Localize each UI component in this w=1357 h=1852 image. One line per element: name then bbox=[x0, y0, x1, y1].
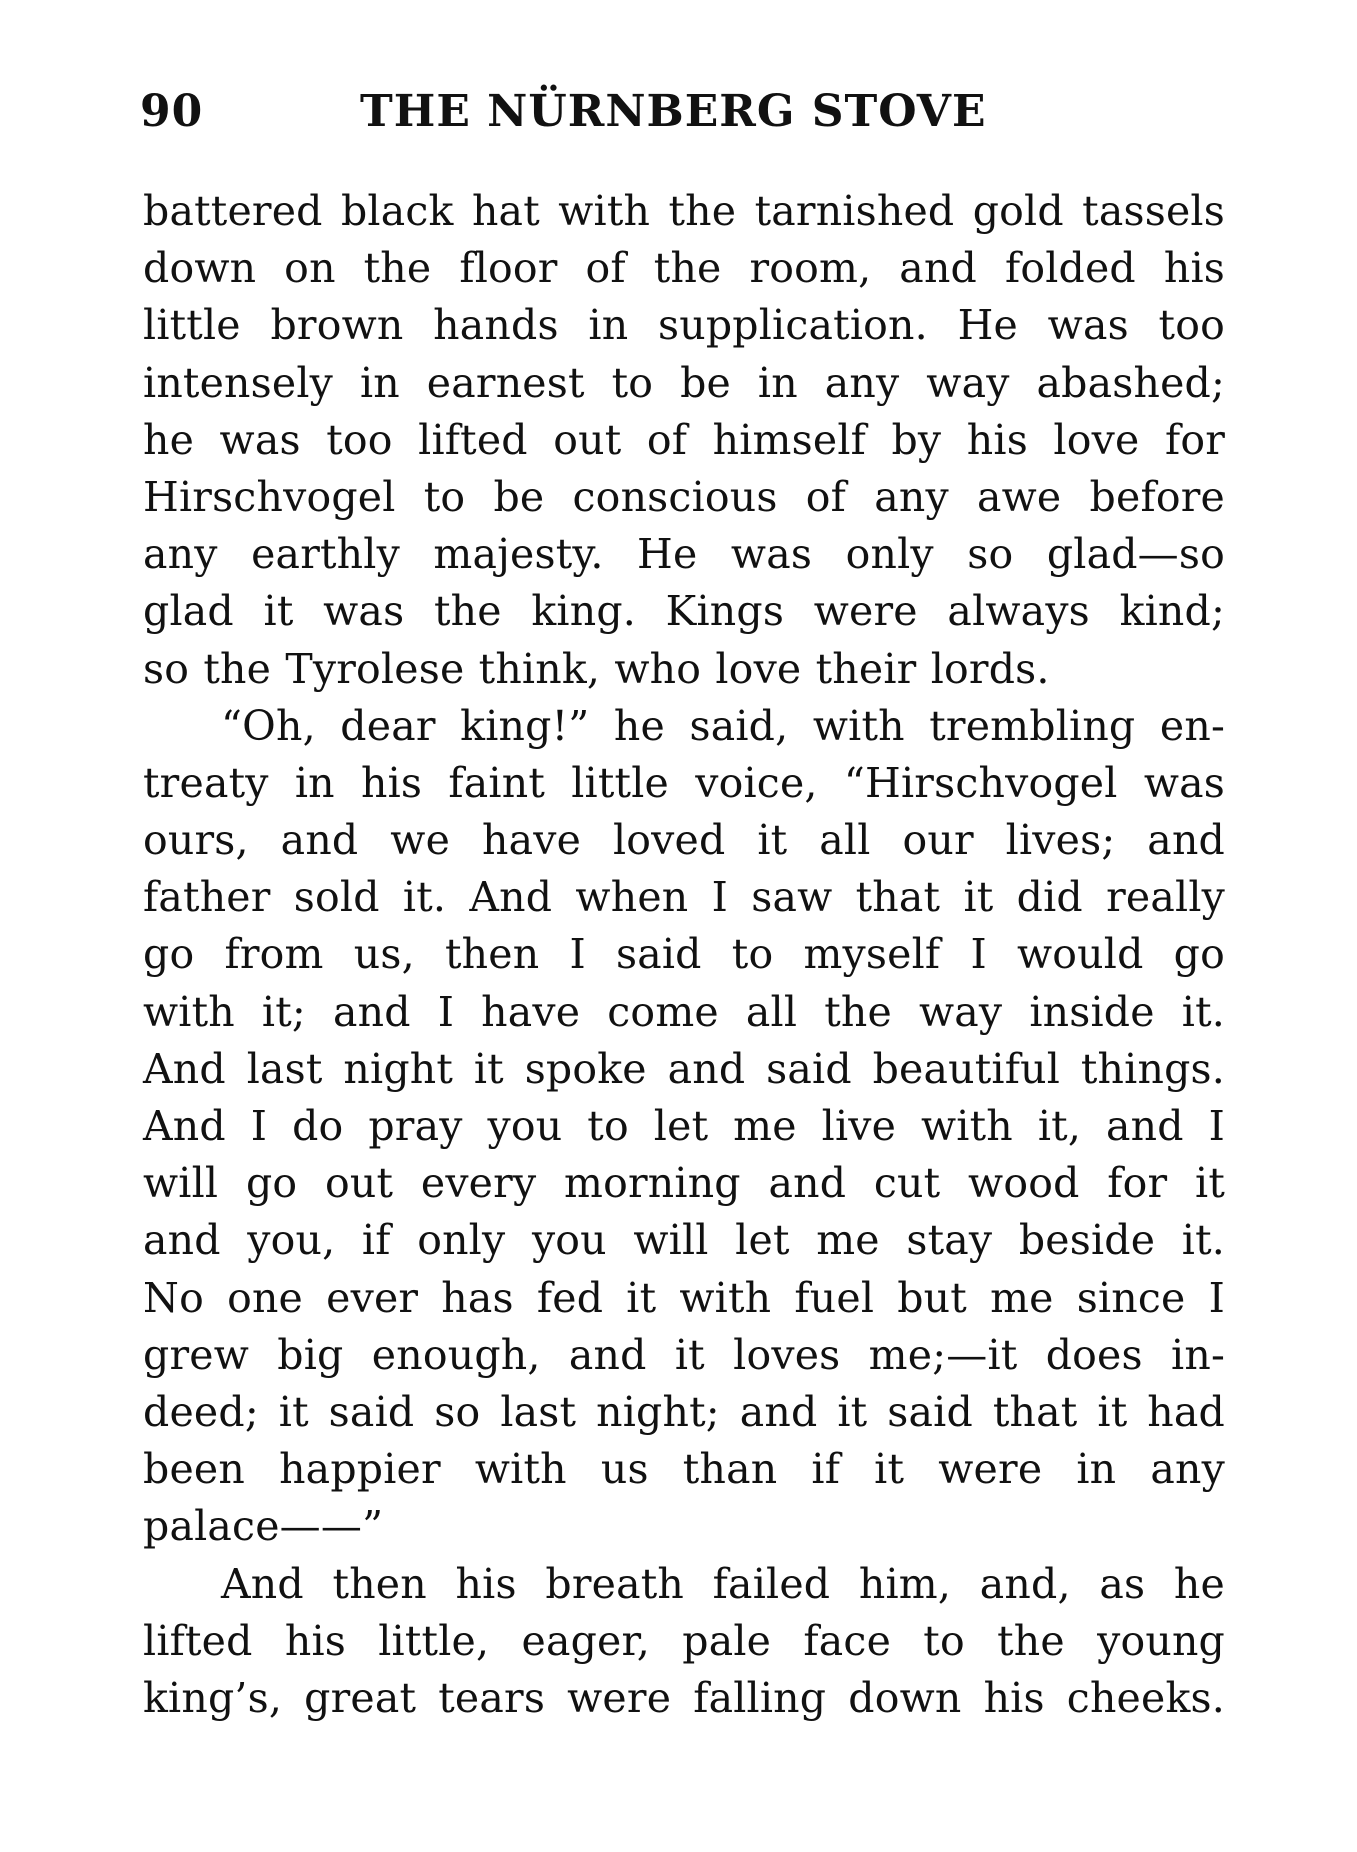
text-line: father sold it. And when I saw that it did really bbox=[143, 873, 1225, 922]
text-line: go from us, then I said to myself I would go bbox=[143, 930, 1225, 979]
text-line: treaty in his faint little voice, “Hirschvogel was bbox=[143, 758, 1225, 807]
text-line: been happier with us than if it were in any bbox=[143, 1445, 1225, 1494]
text-line: little brown hands in supplication. He was too bbox=[143, 301, 1225, 350]
text-line: lifted his little, eager, pale face to the young bbox=[143, 1616, 1225, 1665]
text-line: with it; and I have come all the way inside it. bbox=[143, 987, 1225, 1036]
text-line: And last night it spoke and said beautiful things. bbox=[143, 1044, 1225, 1093]
text-line: And I do pray you to let me live with it, and I bbox=[143, 1102, 1225, 1150]
text-line: intensely in earnest to be in any way abashed; bbox=[143, 358, 1225, 407]
body-text bbox=[143, 183, 1225, 1727]
text-line: so the Tyrolese think, who love their lords. bbox=[143, 644, 1050, 693]
page-number: 90 bbox=[140, 86, 204, 137]
text-line: deed; it said so last night; and it said that it had bbox=[143, 1387, 1225, 1436]
text-line: “Oh, dear king!” he said, with trembling en- bbox=[221, 701, 1225, 750]
paragraph-1 bbox=[143, 183, 1225, 698]
running-head: THE NÜRNBERG STOVE bbox=[360, 86, 987, 137]
text-line: and you, if only you will let me stay beside it. bbox=[143, 1216, 1225, 1265]
text-line: battered black hat with the tarnished gold tassels bbox=[143, 187, 1225, 235]
paragraph-2 bbox=[143, 698, 1225, 1556]
text-line: down on the floor of the room, and folded his bbox=[143, 244, 1225, 293]
text-line: No one ever has fed it with fuel but me since I bbox=[143, 1273, 1225, 1322]
text-line: ours, and we have loved it all our lives; and bbox=[143, 816, 1225, 865]
text-line: grew big enough, and it loves me;—it does in- bbox=[143, 1330, 1225, 1379]
text-line: any earthly majesty. He was only so glad—so bbox=[143, 530, 1225, 579]
text-line: palace——” bbox=[143, 1502, 384, 1551]
text-line: And then his breath failed him, and, as he bbox=[221, 1559, 1225, 1608]
text-line: Hirschvogel to be conscious of any awe before bbox=[143, 472, 1225, 521]
text-line: king’s, great tears were falling down his cheeks. bbox=[143, 1673, 1225, 1722]
text-line: glad it was the king. Kings were always kind; bbox=[143, 587, 1225, 636]
text-line: will go out every morning and cut wood for it bbox=[143, 1159, 1225, 1208]
page-header bbox=[140, 82, 1225, 152]
text-line: he was too lifted out of himself by his love for bbox=[143, 415, 1225, 464]
paragraph-3 bbox=[143, 1556, 1225, 1728]
